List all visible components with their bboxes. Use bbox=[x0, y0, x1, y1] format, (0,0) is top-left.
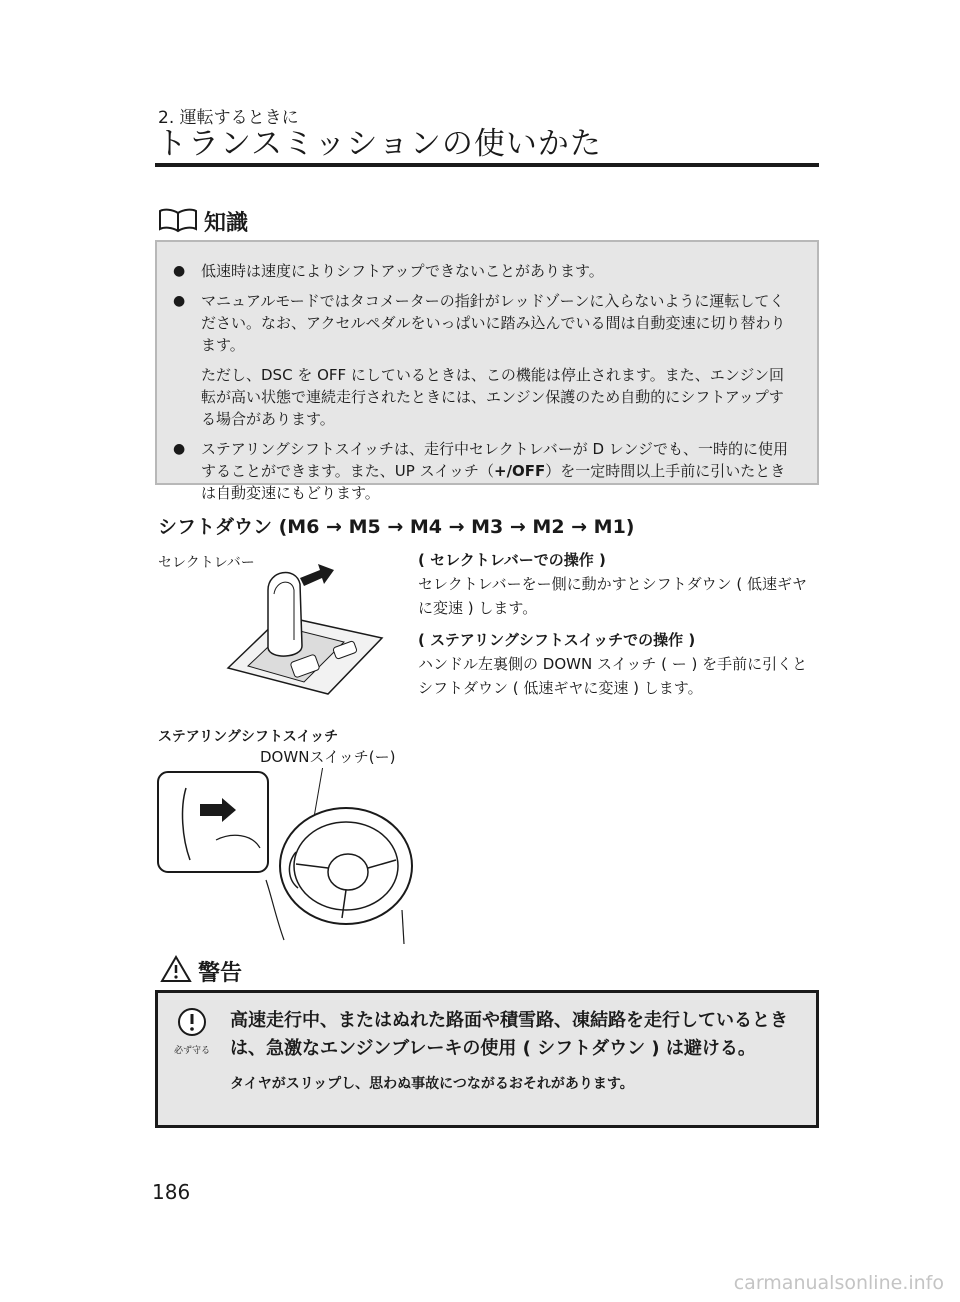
warning-triangle-icon bbox=[160, 955, 192, 987]
knowledge-heading bbox=[158, 206, 248, 237]
warning-heading-label: 警告 bbox=[198, 960, 243, 986]
bullet-marker: ● bbox=[173, 263, 186, 279]
shift-operations bbox=[418, 548, 818, 700]
lever-op-text: セレクトレバーをー側に動かすとシフトダウン ( 低速ギヤに変速 ) します。 bbox=[418, 575, 808, 617]
steering-switch-caption: ステアリングシフトスイッチ bbox=[158, 729, 339, 745]
section-subtitle: 2. 運転するときに bbox=[158, 108, 299, 128]
must-observe-label: 必ず守る bbox=[173, 1046, 210, 1056]
knowledge-text: 低速時は速度によりシフトアップできないことがあります。 bbox=[201, 262, 604, 280]
warning-box bbox=[155, 990, 819, 1128]
knowledge-text-before: ステアリングシフトスイッチは、走行中セレクトレバーが D レンジでも、一時的に使用することができます。また、UP スイッチ（ bbox=[201, 440, 789, 480]
knowledge-item bbox=[171, 438, 797, 504]
switch-op-text: ハンドル左裏側の DOWN スイッチ ( ー ) を手前に引くとシフトダウン ( 低速ギヤに変速 ) します。 bbox=[418, 655, 808, 697]
bullet-marker: ● bbox=[173, 293, 186, 309]
up-switch-symbol: +/OFF bbox=[494, 462, 546, 480]
knowledge-text bbox=[201, 438, 797, 504]
must-observe-icon bbox=[170, 1007, 214, 1056]
knowledge-text-after: ）を一定時間以上手前に引いたときは自動変速にもどります。 bbox=[201, 462, 786, 502]
knowledge-item bbox=[171, 290, 797, 430]
selector-lever-illustration bbox=[224, 550, 384, 704]
lever-caption: セレクトレバー bbox=[158, 555, 255, 571]
switch-op-heading: ( ステアリングシフトスイッチでの操作 ) bbox=[418, 631, 696, 649]
warning-main-text: 高速走行中、またはぬれた路面や積雪路、凍結路を走行しているときは、急激なエンジンブレーキの使用 ( シフトダウン ) は避ける。 bbox=[230, 1010, 788, 1059]
warning-sub-text: タイヤがスリップし、思わぬ事故につながるおそれがあります。 bbox=[230, 1076, 634, 1092]
title-divider bbox=[155, 163, 819, 167]
down-switch-caption: DOWNスイッチ(ー) bbox=[260, 748, 396, 766]
page-number: 186 bbox=[152, 1180, 191, 1204]
book-icon bbox=[158, 207, 198, 237]
knowledge-item bbox=[171, 260, 797, 282]
knowledge-heading-label: 知識 bbox=[204, 211, 249, 236]
steering-wheel-illustration bbox=[156, 768, 416, 952]
page-title: トランスミッションの使いかた bbox=[156, 126, 602, 162]
knowledge-text: ただし、DSC を OFF にしているときは、この機能は停止されます。また、エンジン回転が高い状態で連続走行されたときには、エンジン保護のため自動的にシフトアップする場合があります。 bbox=[201, 366, 784, 428]
shift-down-heading: シフトダウン (M6 → M5 → M4 → M3 → M2 → M1) bbox=[158, 516, 635, 538]
knowledge-text: マニュアルモードではタコメーターの指針がレッドゾーンに入らないように運転してください。なお、アクセルペダルをいっぱいに踏み込んでいる間は自動変速に切り替わります。 bbox=[201, 292, 786, 354]
watermark: carmanualsonline.info bbox=[733, 1272, 944, 1294]
bullet-marker: ● bbox=[173, 441, 186, 457]
lever-op-heading: ( セレクトレバーでの操作 ) bbox=[418, 551, 606, 569]
warning-heading bbox=[160, 955, 242, 987]
knowledge-box bbox=[155, 240, 819, 502]
warning-text bbox=[230, 1007, 802, 1093]
